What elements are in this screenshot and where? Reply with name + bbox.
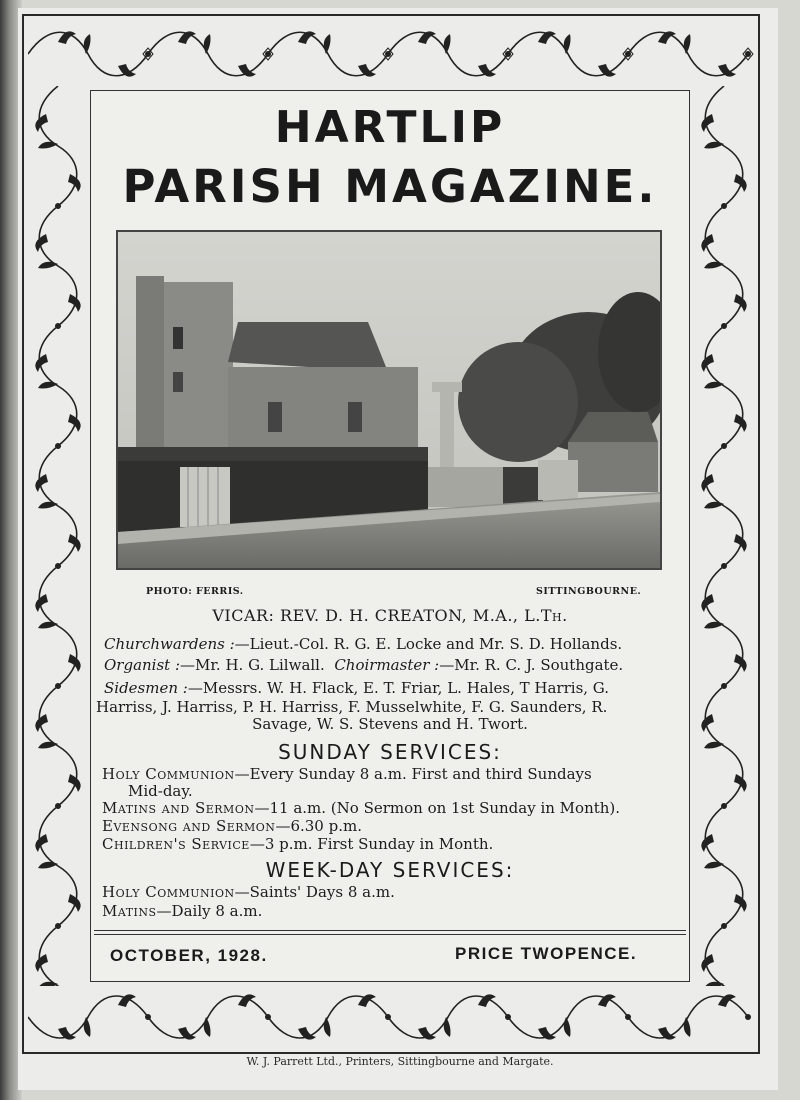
issue-price: PRICE TWOPENCE. [455,944,638,963]
weekday-services-heading: WEEK-DAY SERVICES: [265,858,515,882]
matins-sermon-text: —11 a.m. (No Sermon on 1st Sunday in Month). [254,799,621,817]
photo-location: SITTINGBOURNE. [536,586,642,597]
sidesmen-line-1 [104,679,609,697]
childrens-service-text: —3 p.m. First Sunday in Month. [249,835,494,853]
weekday-matins-text: —Daily 8 a.m. [156,902,263,920]
churchwardens-line [104,635,622,653]
childrens-service-label: Children's Service [102,835,250,853]
sunday-holy-communion [102,765,592,783]
matins-sermon-label: Matins and Sermon [102,799,255,817]
photo-credit: PHOTO: FERRIS. [146,586,244,597]
weekday-hc-text: —Saints' Days 8 a.m. [234,883,395,901]
vicar-line: VICAR: REV. D. H. CREATON, M.A., L.Th. [212,606,568,625]
sunday-services-heading: SUNDAY SERVICES: [278,740,502,764]
organist-label: Organist : [104,656,181,674]
weekday-hc-label: Holy Communion [102,883,235,901]
weekday-holy-communion [102,883,395,901]
organist-line [104,656,623,674]
sidesmen-label: Sidesmen : [104,679,188,697]
evensong-text: —6.30 p.m. [275,817,362,835]
sunday-hc-text: —Every Sunday 8 a.m. First and third Sundays [234,765,592,783]
floral-border-bottom [28,985,754,1049]
organist-name: —Mr. H. G. Lilwall. [180,656,325,674]
weekday-matins-label: Matins [102,902,157,920]
printer-imprint: W. J. Parrett Ltd., Printers, Sittingbourne and Margate. [246,1055,554,1068]
floral-border-left [28,86,88,986]
choirmaster-name: —Mr. R. C. J. Southgate. [439,656,624,674]
church-photo [116,230,662,570]
churchwardens-label: Churchwardens : [104,635,235,653]
sunday-matins [102,799,620,817]
choirmaster-label: Choirmaster : [334,656,440,674]
sunday-childrens-service [102,835,493,853]
issue-date: OCTOBER, 1928. [110,946,268,965]
weekday-matins [102,902,262,920]
magazine-title-line2: PARISH MAGAZINE. [122,160,658,213]
sidesmen-line-2: Harriss, J. Harriss, P. H. Harriss, F. Musselwhite, F. G. Saunders, R. [96,698,608,716]
sidesmen-names-1: —Messrs. W. H. Flack, E. T. Friar, L. Hales, T Harris, G. [187,679,610,697]
footer-rule-top-2 [94,934,686,935]
churchwardens-names: —Lieut.-Col. R. G. E. Locke and Mr. S. D. Hollands. [234,635,623,653]
floral-border-top [28,20,754,88]
sunday-evensong [102,817,362,835]
sunday-hc-label: Holy Communion [102,765,235,783]
sidesmen-line-3: Savage, W. S. Stevens and H. Twort. [252,715,528,733]
sunday-hc-continuation: Mid-day. [128,782,193,800]
floral-border-right [694,86,754,986]
footer-rule-top [94,930,686,931]
magazine-title-line1: HARTLIP [274,102,506,153]
evensong-label: Evensong and Sermon [102,817,276,835]
